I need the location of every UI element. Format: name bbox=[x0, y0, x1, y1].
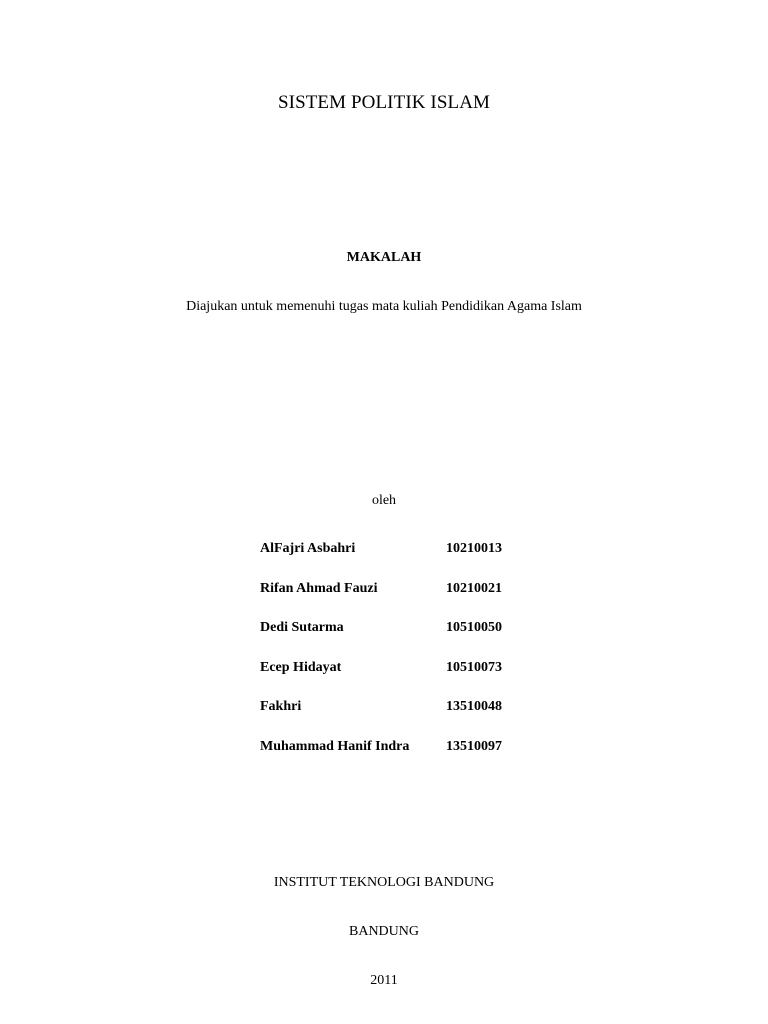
document-year: 2011 bbox=[370, 973, 398, 988]
author-row bbox=[260, 739, 560, 779]
author-name: Ecep Hidayat bbox=[260, 659, 342, 675]
author-name: Rifan Ahmad Fauzi bbox=[260, 580, 378, 596]
author-name: Dedi Sutarma bbox=[260, 620, 344, 636]
author-list bbox=[260, 541, 560, 779]
institution-name: INSTITUT TEKNOLOGI BANDUNG bbox=[273, 875, 495, 890]
author-id: 10510050 bbox=[446, 620, 502, 636]
author-id: 10210013 bbox=[446, 541, 502, 556]
by-label: oleh bbox=[371, 493, 397, 508]
author-row bbox=[260, 581, 560, 621]
author-row bbox=[260, 541, 560, 581]
document-purpose: Diajukan untuk memenuhi tugas mata kuliah Pendidikan Agama Islam bbox=[186, 299, 582, 314]
author-row bbox=[260, 620, 560, 660]
author-row bbox=[260, 699, 560, 739]
document-title: SISTEM POLITIK ISLAM bbox=[277, 92, 491, 113]
author-id: 13510048 bbox=[446, 699, 502, 715]
author-row bbox=[260, 660, 560, 700]
author-id: 10510073 bbox=[446, 659, 502, 675]
author-id: 13510097 bbox=[446, 738, 502, 754]
author-name: Muhammad Hanif Indra bbox=[260, 738, 410, 754]
document-type: MAKALAH bbox=[346, 250, 422, 265]
author-name: AlFajri Asbahri bbox=[260, 541, 356, 556]
author-name: Fakhri bbox=[260, 699, 302, 715]
author-id: 10210021 bbox=[446, 580, 502, 596]
city-name: BANDUNG bbox=[349, 924, 419, 939]
